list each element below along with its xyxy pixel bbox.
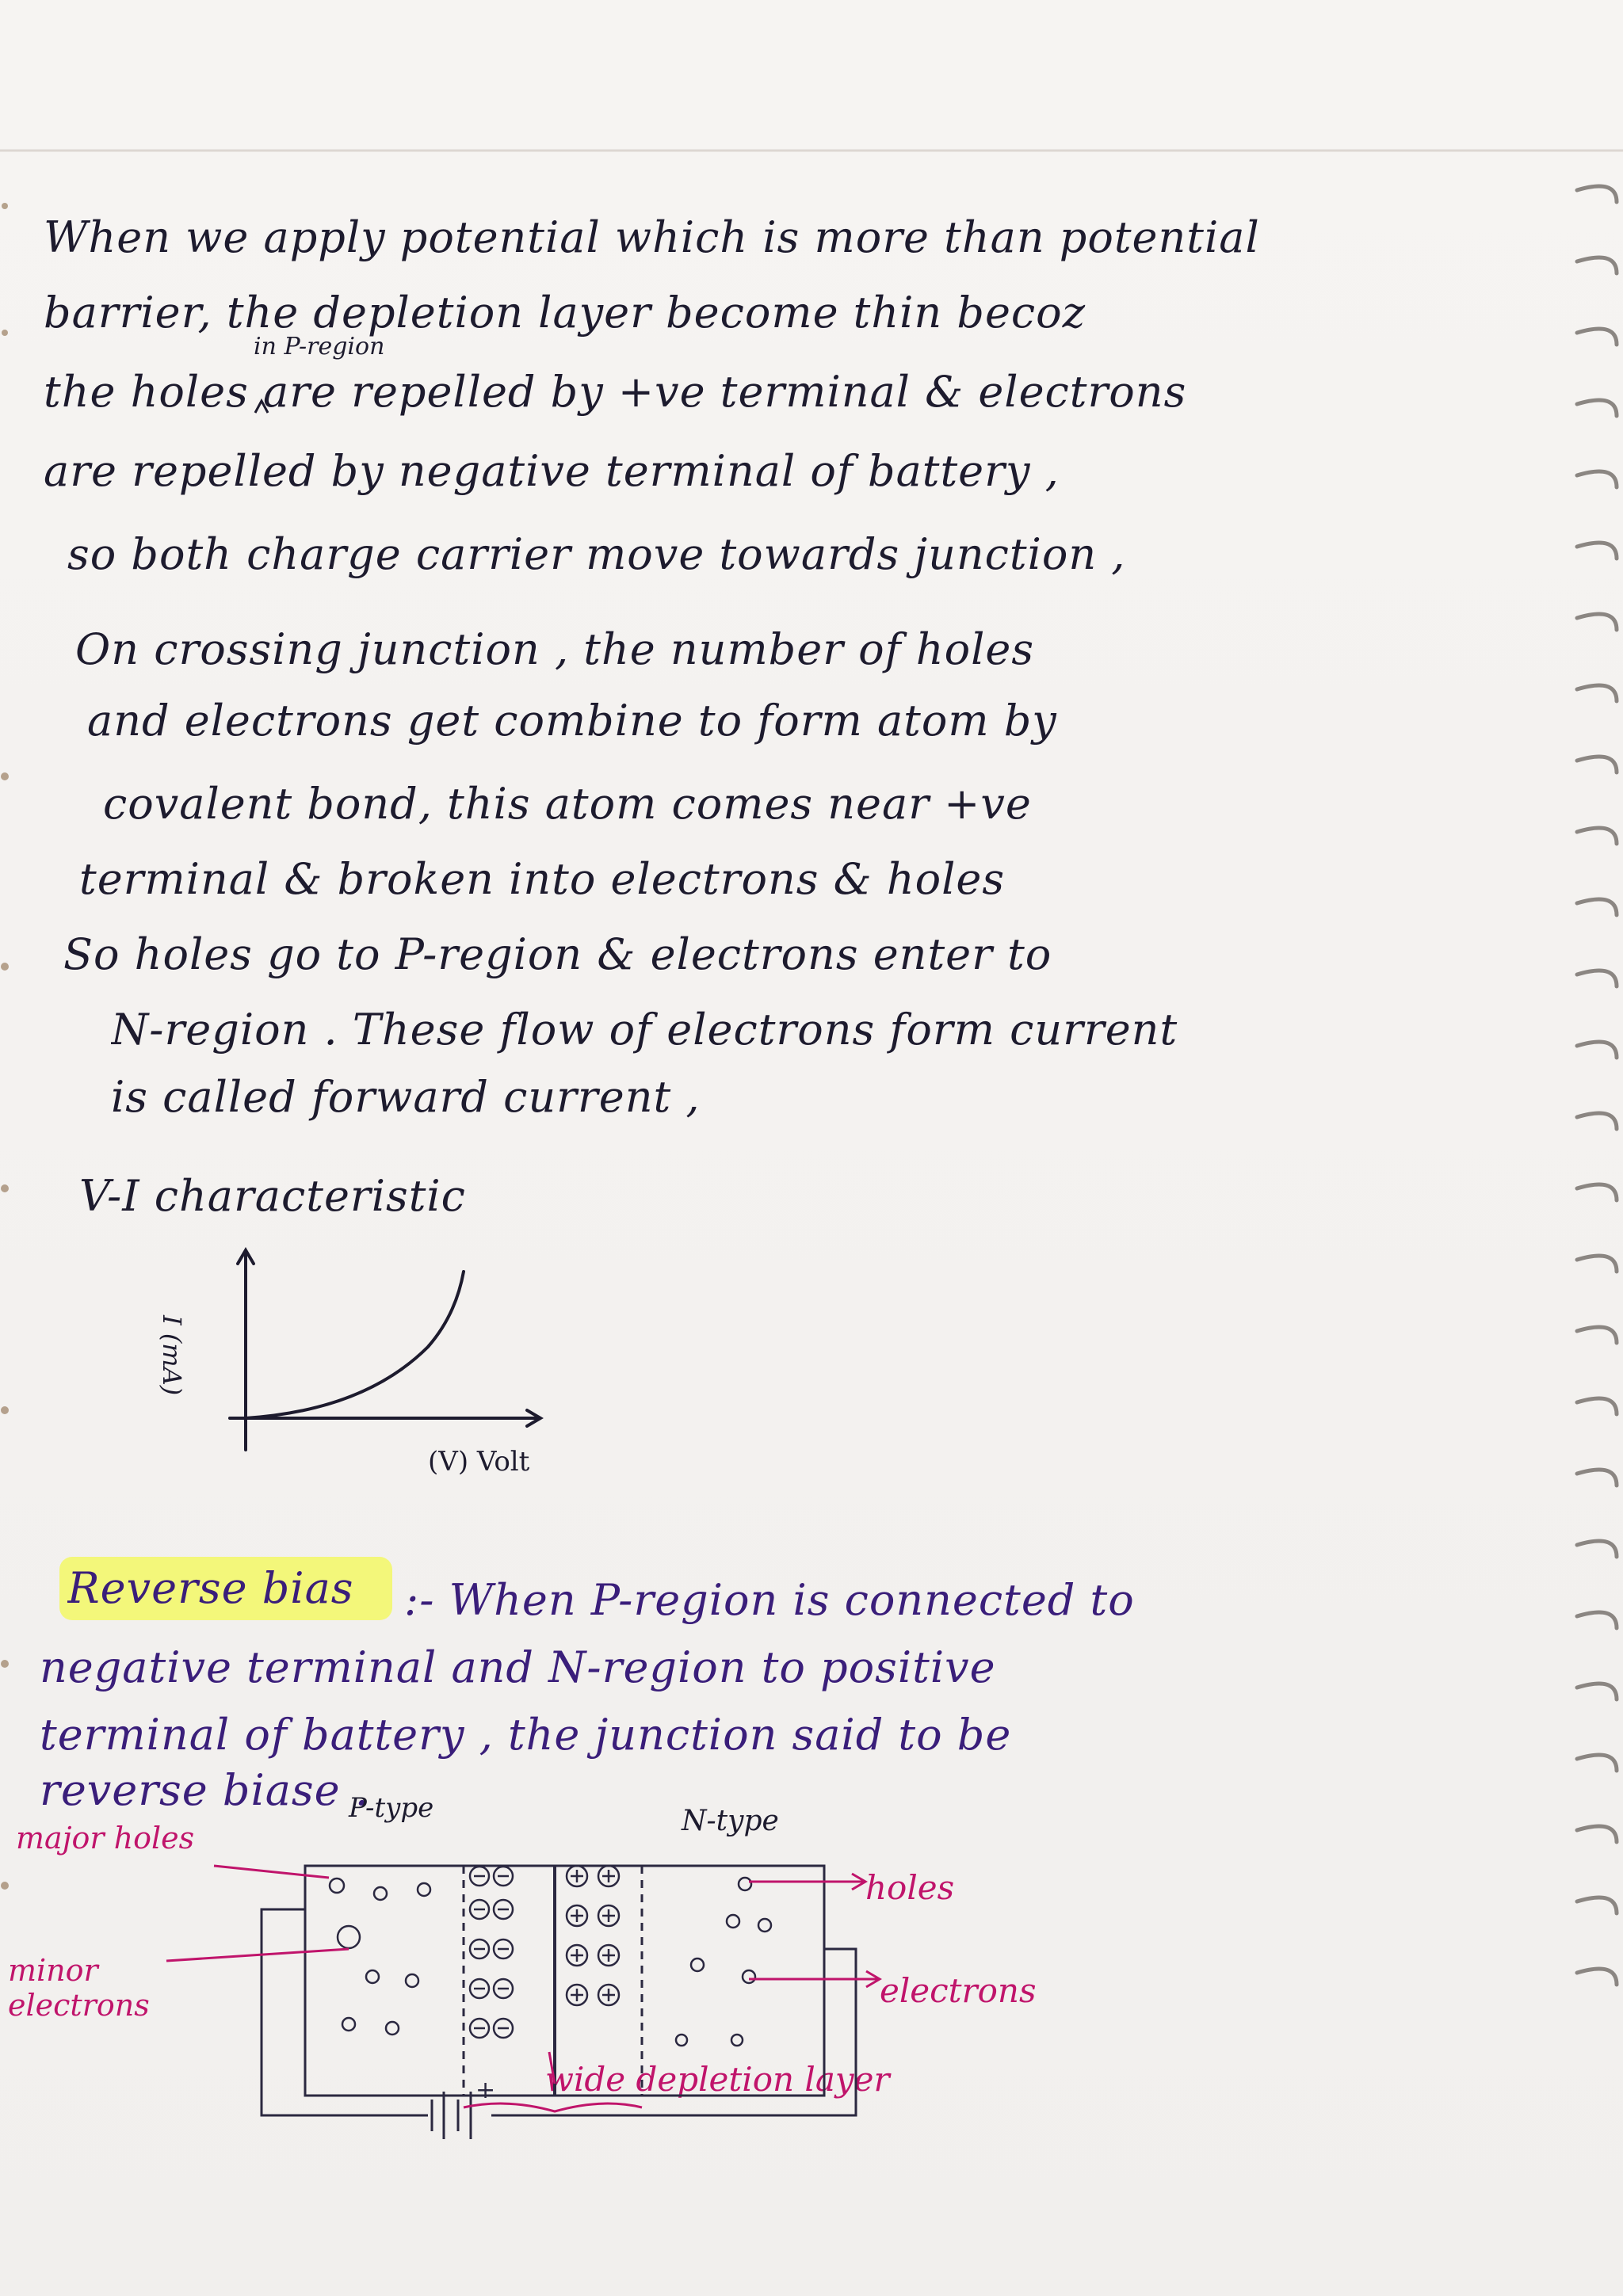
note-line-11: N-region . These flow of electrons form current	[111, 1005, 1178, 1055]
note-line-5: so both charge carrier move towards junction ,	[67, 529, 1126, 579]
p-type-label: P-type	[349, 1792, 434, 1824]
depletion-label: wide depletion layer	[545, 2060, 890, 2099]
reverse-bias-diagram	[0, 1798, 1189, 2155]
reverse-line-1: :- When P-region is connected to	[404, 1575, 1135, 1625]
note-line-12: is called forward current ,	[111, 1072, 701, 1122]
major-holes-label: major holes	[16, 1821, 195, 1855]
note-line-6: On crossing junction , the number of holes	[75, 624, 1035, 674]
note-line-8: covalent bond, this atom comes near +ve	[103, 779, 1032, 829]
svg-text:+: +	[475, 2077, 496, 2104]
note-line-2: barrier, the depletion layer become thin becoz	[44, 288, 1086, 338]
vi-graph	[158, 1228, 602, 1497]
n-type-label: N-type	[682, 1805, 779, 1837]
reverse-line-2: negative terminal and N-region to positive	[40, 1642, 996, 1692]
note-line-7: and electrons get combine to form atom by	[87, 696, 1057, 746]
note-line-9: terminal & broken into electrons & holes	[79, 854, 1006, 904]
insert-note: in P-region	[254, 333, 385, 360]
note-line-1: When we apply potential which is more than potential	[44, 212, 1260, 262]
reverse-bias-heading: Reverse bias	[67, 1563, 354, 1613]
electrons-label: electrons	[880, 1971, 1037, 2010]
note-line-3: the holes are repelled by +ve terminal & electrons	[44, 367, 1187, 417]
graph-y-label: I (mA)	[157, 1315, 187, 1396]
reverse-line-4: reverse biase .	[40, 1765, 369, 1815]
graph-x-label: (V) Volt	[428, 1446, 530, 1478]
vi-heading: V-I characteristic	[79, 1171, 466, 1221]
note-line-10: So holes go to P-region & electrons enter to	[63, 929, 1052, 979]
note-line-4: are repelled by negative terminal of battery ,	[44, 446, 1060, 496]
reverse-line-3: terminal of battery , the junction said to be	[40, 1710, 1012, 1760]
holes-label: holes	[865, 1868, 955, 1907]
minor-electrons-label: minor electrons	[8, 1953, 150, 2023]
